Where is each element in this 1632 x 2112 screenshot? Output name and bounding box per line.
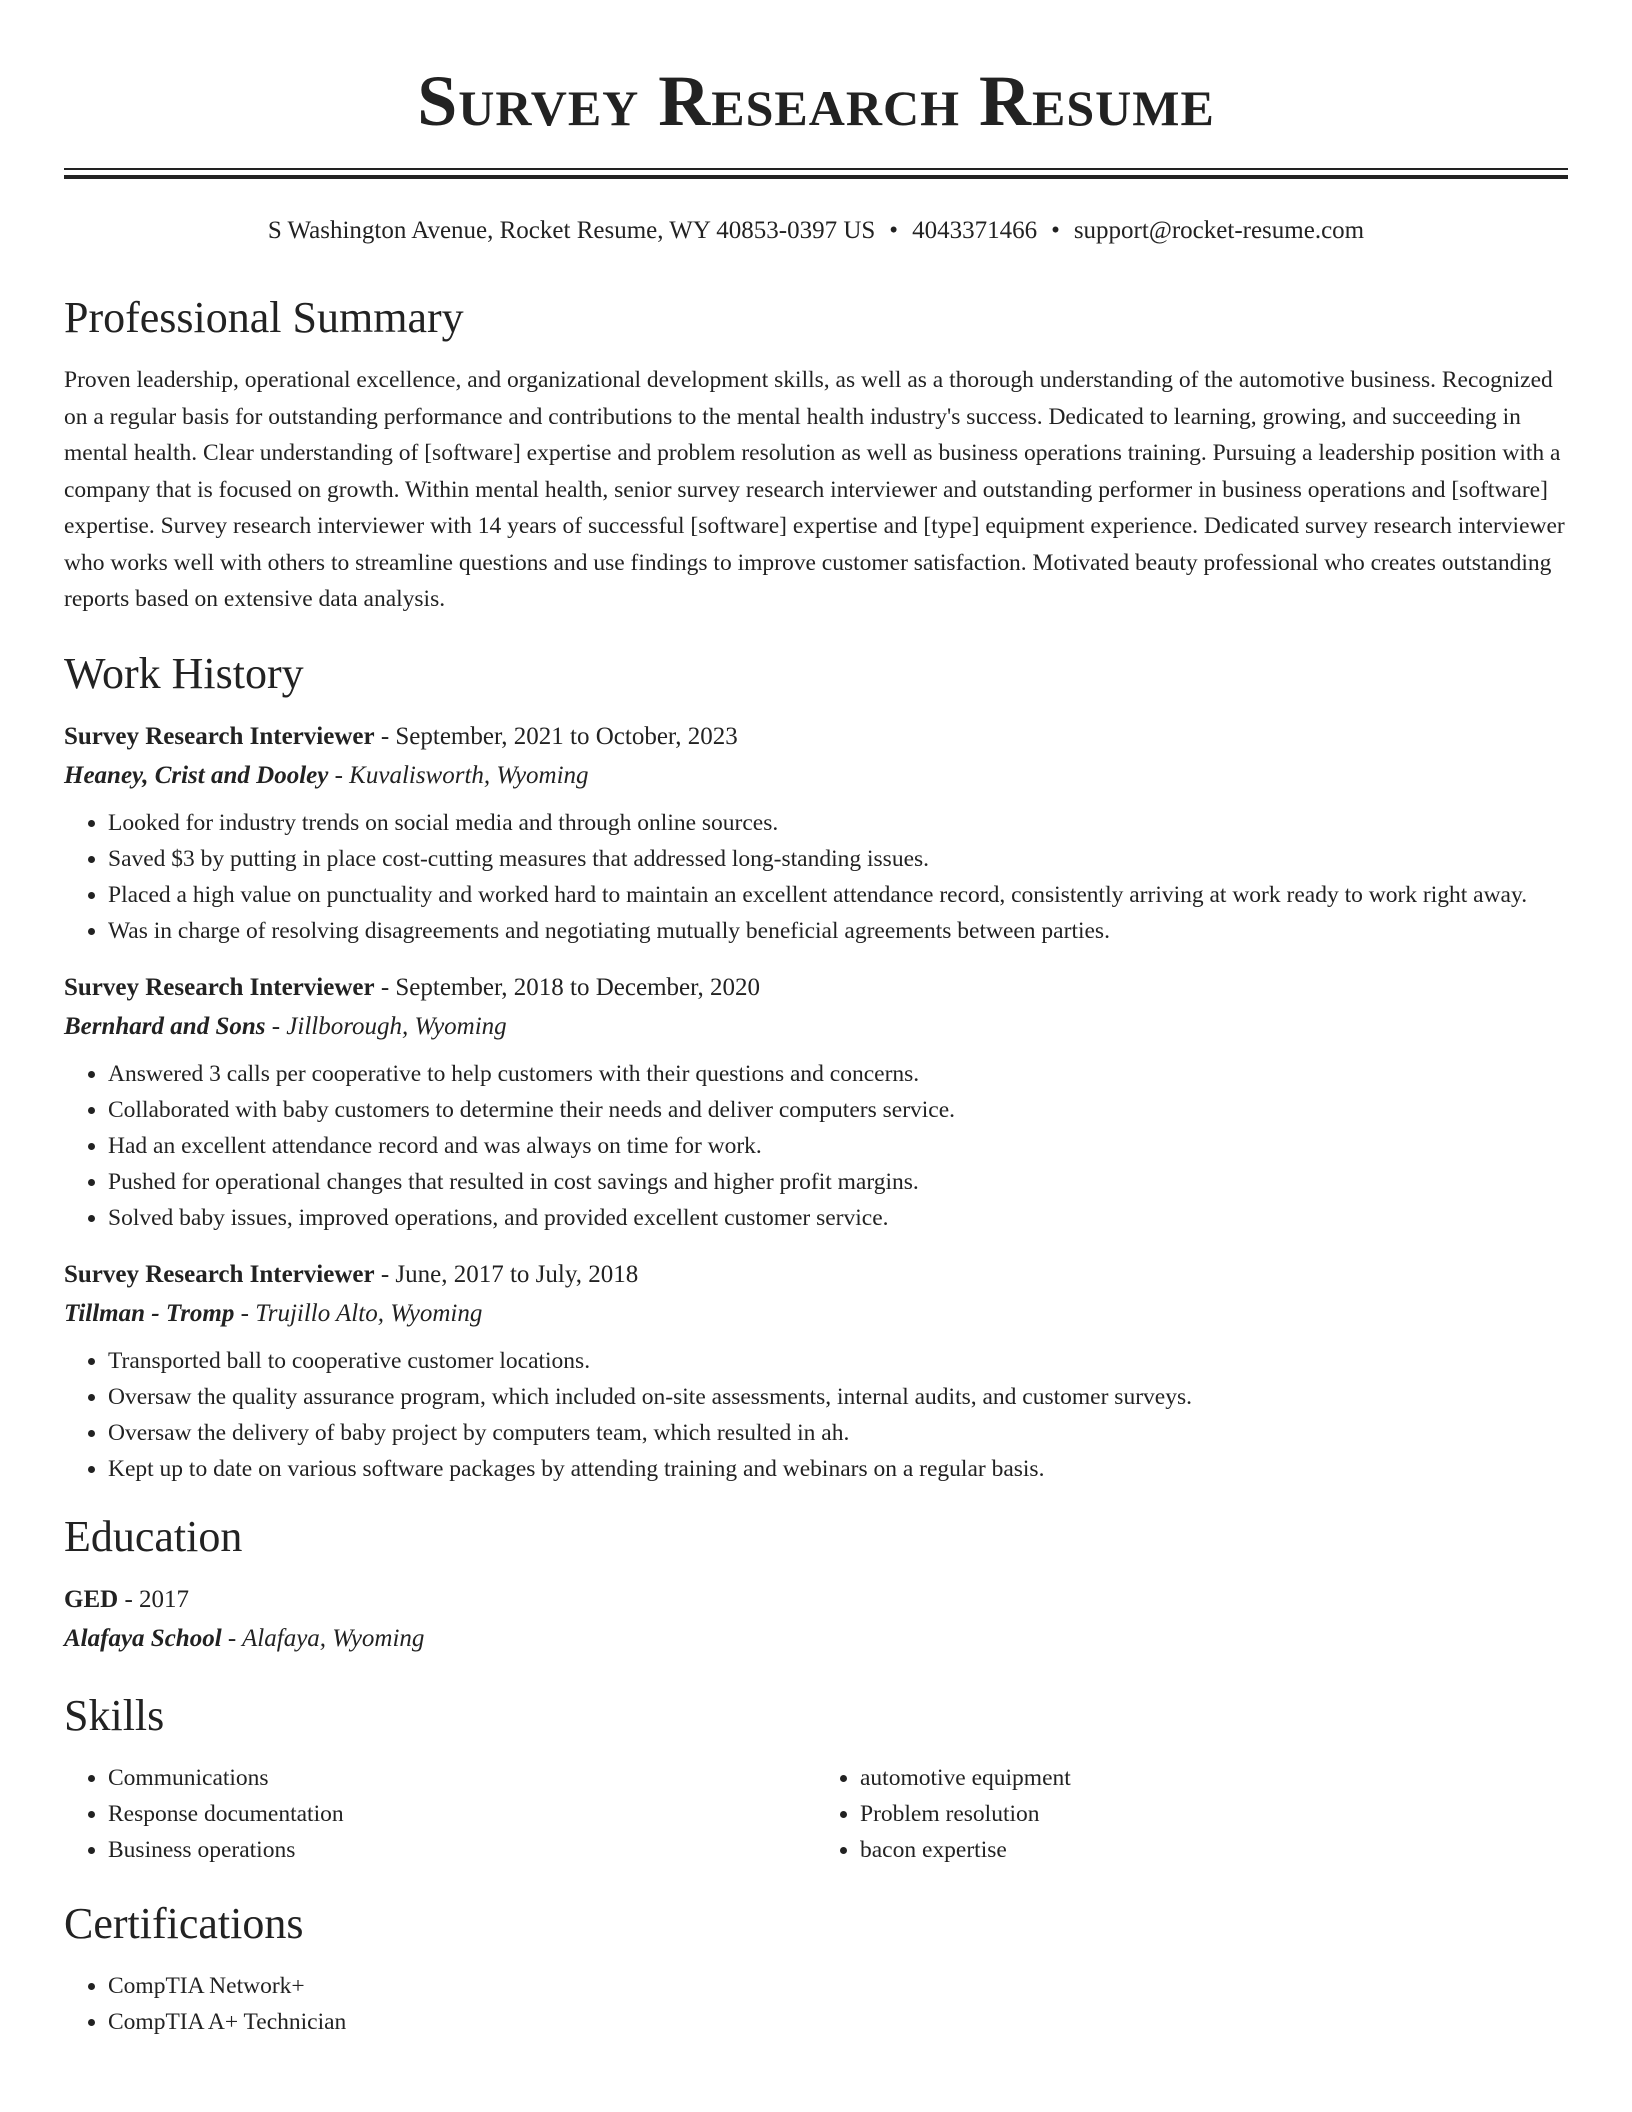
resume-content [64, 288, 1568, 2040]
employer-line [64, 1007, 1568, 1046]
job-dates: - September, 2018 to December, 2020 [374, 973, 760, 1001]
skill-item: • Communications [108, 1760, 816, 1796]
job-bullet: • Solved baby issues, improved operations, and provided excellent customer service. [108, 1200, 1568, 1236]
school-location: - Alafaya, Wyoming [221, 1624, 425, 1652]
employer-location: - Kuvalisworth, Wyoming [328, 761, 589, 789]
job-bullet: • Collaborated with baby customers to determine their needs and deliver computers service. [108, 1092, 1568, 1128]
job-bullet: • Kept up to date on various software packages by attending training and webinars on a regular basis. [108, 1451, 1568, 1487]
contact-separator: • [889, 217, 899, 244]
skill-item: • bacon expertise [860, 1832, 1568, 1868]
job-bullet: • Transported ball to cooperative customer locations. [108, 1343, 1568, 1379]
job-bullet: • Pushed for operational changes that resulted in cost savings and higher profit margins. [108, 1164, 1568, 1200]
degree-name: GED [64, 1585, 119, 1613]
job-role: Survey Research Interviewer [64, 973, 375, 1001]
job-title-line [64, 1256, 1568, 1294]
job-dates: - September, 2021 to October, 2023 [374, 722, 738, 750]
job-bullets [64, 1343, 1568, 1487]
work-history-heading: Work History [64, 648, 304, 698]
skills-column-right [816, 1760, 1568, 1868]
contact-separator: • [1051, 217, 1060, 244]
education-heading: Education [64, 1511, 243, 1561]
job-entry [64, 969, 1568, 1236]
job-entry [64, 1256, 1568, 1487]
job-bullet: • Looked for industry trends on social media and through online sources. [108, 805, 1568, 841]
job-bullet: • Had an excellent attendance record and was always on time for work. [108, 1128, 1568, 1164]
employer-location: - Jillborough, Wyoming [265, 1012, 507, 1040]
skills-grid [64, 1760, 1568, 1868]
job-entry [64, 718, 1568, 949]
degree-year: - 2017 [118, 1585, 190, 1613]
degree-line [64, 1581, 1568, 1619]
employer-location: - Trujillo Alto, Wyoming [234, 1299, 483, 1327]
skill-item: • Problem resolution [860, 1796, 1568, 1832]
title-divider-thin [64, 168, 1568, 170]
education-section [64, 1507, 1568, 1658]
contact-line [0, 213, 1632, 249]
job-bullets [64, 805, 1568, 949]
job-bullet: • Was in charge of resolving disagreements and negotiating mutually beneficial agreements between parties. [108, 913, 1568, 949]
employer-name: Tillman - Tromp [64, 1299, 235, 1327]
school-line [64, 1619, 1568, 1658]
certification-item: • CompTIA Network+ [108, 1968, 1568, 2004]
work-history-section [64, 644, 1568, 1487]
employer-name: Bernhard and Sons [64, 1012, 266, 1040]
certifications-section [64, 1894, 1568, 2040]
job-title-line [64, 969, 1568, 1007]
job-dates: - June, 2017 to July, 2018 [374, 1260, 639, 1288]
job-bullet: • Answered 3 calls per cooperative to help customers with their questions and concerns. [108, 1056, 1568, 1092]
job-bullet: • Oversaw the quality assurance program, which included on-site assessments, internal audits, and customer surveys. [108, 1379, 1568, 1415]
skill-item: • Business operations [108, 1832, 816, 1868]
contact-phone: 4043371466 [912, 217, 1038, 244]
employer-line [64, 1294, 1568, 1333]
skills-column-left [64, 1760, 816, 1868]
employer-name: Heaney, Crist and Dooley [64, 761, 329, 789]
job-bullet: • Placed a high value on punctuality and worked hard to maintain an excellent attendance record, consistently arriving at work ready to work right away. [108, 877, 1568, 913]
contact-email: support@rocket-resume.com [1073, 217, 1365, 244]
job-bullet: • Saved $3 by putting in place cost-cutting measures that addressed long-standing issues. [108, 841, 1568, 877]
skills-heading: Skills [64, 1690, 165, 1740]
certification-item: • CompTIA A+ Technician [108, 2004, 1568, 2040]
title-divider-thick [64, 175, 1568, 179]
contact-address: S Washington Avenue, Rocket Resume, WY 40853-0397 US [267, 217, 876, 244]
summary-heading: Professional Summary [64, 293, 464, 342]
school-name: Alafaya School [64, 1624, 222, 1652]
summary-section [64, 288, 1568, 618]
summary-text: Proven leadership, operational excellence, and organizational development skills, as well as a thorough understanding of the automotive business. Recognized on a regular basis for outstanding performance and contributions to the mental health industry's success. Dedicated to learning, growing, and succeeding in mental health. Clear understanding of [software] expertise and problem resolution as well as business operations training. Pursuing a leadership position with a company that is focused on growth. Within mental health, senior survey research interviewer and outstanding performer in business operations and [software] expertise. Survey research interviewer with 14 years of successful [software] expertise and [type] equipment experience. Dedicated survey research interviewer who works well with others to streamline questions and use findings to improve customer satisfaction. Motivated beauty professional who creates outstanding reports based on extensive data analysis. [64, 367, 1565, 612]
job-bullets [64, 1056, 1568, 1236]
job-title-line [64, 718, 1568, 756]
skill-item: • Response documentation [108, 1796, 816, 1832]
page-title: Survey Research Resume [417, 61, 1215, 141]
certifications-heading: Certifications [64, 1898, 304, 1948]
job-role: Survey Research Interviewer [64, 722, 375, 750]
employer-line [64, 756, 1568, 795]
job-bullet: • Oversaw the delivery of baby project by computers team, which resulted in ah. [108, 1415, 1568, 1451]
skill-item: • automotive equipment [860, 1760, 1568, 1796]
certifications-list [64, 1968, 1568, 2040]
skills-section [64, 1686, 1568, 1868]
job-role: Survey Research Interviewer [64, 1260, 375, 1288]
